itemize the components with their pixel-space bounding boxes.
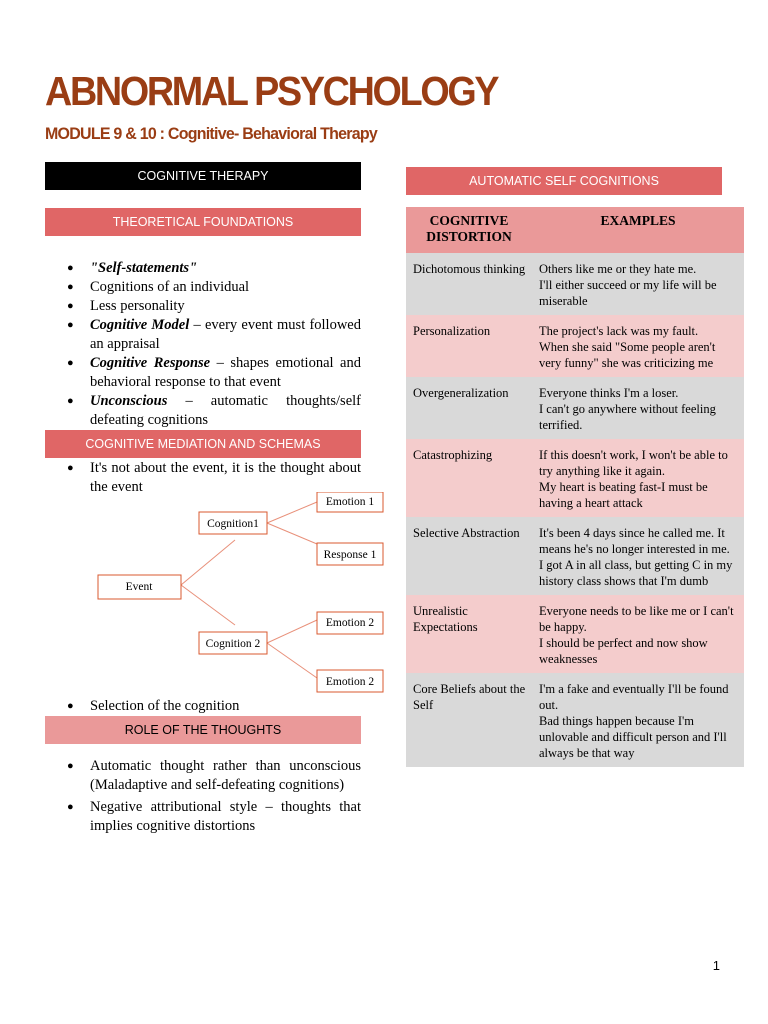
term: "Self-statements" [90, 260, 198, 276]
event-label: Event [125, 581, 153, 593]
distortion-cell: Dichotomous thinking [406, 253, 532, 315]
column-header-distortion: COGNITIVE DISTORTION [406, 207, 532, 253]
distortion-cell: Personalization [406, 315, 532, 377]
description: Less personality [90, 298, 185, 314]
emotion1-label: Emotion 1 [325, 496, 375, 508]
list-item: ● Negative attributional style – thoughts that implies cognitive distortions [45, 798, 361, 836]
cognitive-mediation-header: COGNITIVE MEDIATION AND SCHEMAS [45, 430, 361, 458]
page-number: 1 [712, 958, 720, 973]
list-item: ● It's not about the event, it is the thought about the event [45, 459, 361, 497]
list-item: ● Automatic thought rather than unconscious (Maladaptive and self-defeating cognitions) [45, 757, 361, 795]
cognition2-label: Cognition 2 [205, 638, 261, 650]
document-title: ABNORMAL PSYCHOLOGY [45, 68, 498, 114]
mediation-list-2 [45, 697, 361, 716]
example-cell: Others like me or they hate me. I'll either succeed or my life will be miserable [532, 253, 744, 315]
list-item [45, 297, 361, 316]
theoretical-foundations-list [45, 259, 361, 430]
list-item [45, 354, 361, 392]
example-cell: If this doesn't work, I won't be able to try anything like it again. My heart is beating fast-I must be having a heart attack [532, 439, 744, 517]
distortion-cell: Overgeneralization [406, 377, 532, 439]
table-row [406, 253, 744, 315]
distortion-cell: Core Beliefs about the Self [406, 673, 532, 767]
term: Cognitive Model [90, 317, 190, 333]
term: Cognitive Response [90, 355, 211, 371]
example-cell: Everyone thinks I'm a loser. I can't go anywhere without feeling terrified. [532, 377, 744, 439]
cognitive-distortion-table [406, 207, 744, 767]
cognition-diagram [85, 492, 385, 697]
distortion-cell: Selective Abstraction [406, 517, 532, 595]
list-item [45, 259, 361, 278]
emotion2a-label: Emotion 2 [325, 617, 375, 629]
emotion2b-label: Emotion 2 [325, 676, 375, 688]
automatic-self-cognitions-header: AUTOMATIC SELF COGNITIONS [406, 167, 722, 195]
table-row [406, 595, 744, 673]
table-row [406, 315, 744, 377]
list-item [45, 392, 361, 430]
table-row [406, 377, 744, 439]
list-item [45, 278, 361, 297]
example-cell: Everyone needs to be like me or I can't be happy. I should be perfect and now show weaknesses [532, 595, 744, 673]
table-row [406, 439, 744, 517]
description: Cognitions of an individual [90, 279, 250, 295]
example-cell: The project's lack was my fault. When she said "Some people aren't very funny" she was criticizing me [532, 315, 744, 377]
column-header-examples: EXAMPLES [532, 207, 744, 253]
example-cell: I'm a fake and eventually I'll be found out. Bad things happen because I'm unlovable and difficult person and I'll always be that way [532, 673, 744, 767]
list-item: ● Selection of the cognition [45, 697, 361, 716]
description: – shapes emotional and behavioral response to that event [90, 355, 361, 390]
role-of-thoughts-list [45, 757, 361, 836]
response1-label: Response 1 [323, 549, 377, 561]
table-row [406, 517, 744, 595]
description: – automatic thoughts/self defeating cognitions [90, 393, 361, 428]
document-subtitle: MODULE 9 & 10 : Cognitive- Behavioral Therapy [45, 124, 378, 143]
description: – every event must followed an appraisal [90, 317, 361, 352]
list-item [45, 316, 361, 354]
example-cell: It's been 4 days since he called me. It means he's no longer interested in me. I got A in all class, but getting C in my history class shows that I'm dumb [532, 517, 744, 595]
table-row [406, 673, 744, 767]
theoretical-foundations-header: THEORETICAL FOUNDATIONS [45, 208, 361, 236]
term: Unconscious [90, 393, 168, 409]
distortion-cell: Unrealistic Expectations [406, 595, 532, 673]
role-of-thoughts-header: ROLE OF THE THOUGHTS [45, 716, 361, 744]
cognition1-label: Cognition1 [207, 518, 259, 530]
cognitive-therapy-header: COGNITIVE THERAPY [45, 162, 361, 190]
distortion-cell: Catastrophizing [406, 439, 532, 517]
